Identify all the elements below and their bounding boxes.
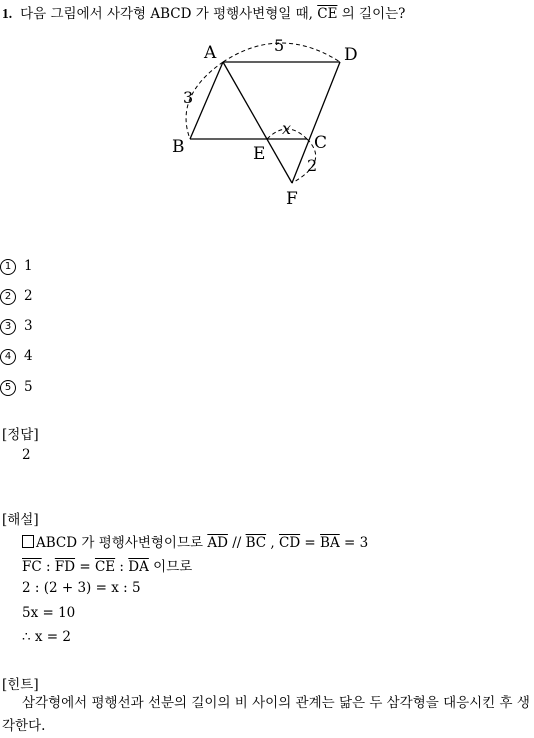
hint-heading: [힌트] <box>2 677 39 693</box>
choice-value: 1 <box>24 258 33 274</box>
explanation-line-3: 2 : (2 + 3) = x : 5 <box>22 580 141 596</box>
choice-marker: 2 <box>0 289 16 305</box>
parallelogram-figure <box>160 30 380 215</box>
label-c: C <box>314 133 328 153</box>
choice-4[interactable] <box>0 348 33 365</box>
answer-value: 2 <box>22 447 31 463</box>
explanation-line-2 <box>22 555 192 575</box>
label-d: D <box>344 45 358 65</box>
length-ad: 5 <box>274 36 285 55</box>
answer-heading: [정답] <box>2 427 39 443</box>
choice-3[interactable] <box>0 318 33 335</box>
question-stem-end: 의 길이는? <box>341 6 406 22</box>
edge-ab <box>190 62 223 139</box>
explanation-heading: [해설] <box>2 512 39 528</box>
ratio-colon: : <box>41 559 55 575</box>
choice-2[interactable] <box>0 288 33 305</box>
parallel-symbol: // <box>227 535 246 551</box>
segment-ad: $\overline{AD}$ <box>207 535 228 551</box>
choice-marker: 3 <box>0 319 16 335</box>
segment-cd: $\overline{CD}$ <box>278 535 301 551</box>
length-cf: 2 <box>307 156 318 175</box>
length-ce: x <box>282 119 292 138</box>
equals: = <box>75 559 95 575</box>
segment-ce: $\overline{CE}$ <box>317 6 338 22</box>
choice-marker: 5 <box>0 380 16 396</box>
explanation-line-1 <box>22 531 368 551</box>
choice-1[interactable] <box>0 258 33 275</box>
choice-marker: 1 <box>0 259 16 275</box>
segment-bc: $\overline{BC}$ <box>245 535 267 551</box>
choice-marker: 4 <box>0 349 16 365</box>
explanation-text: 이므로 <box>148 559 193 575</box>
choice-value: 4 <box>24 348 33 364</box>
question-number: 1. <box>2 6 13 21</box>
choice-value: 2 <box>24 288 33 304</box>
question-text <box>2 2 405 22</box>
comma: , <box>266 535 279 551</box>
label-a: A <box>204 43 217 63</box>
value-3: = 3 <box>339 535 369 551</box>
segment-ce-2: $\overline{CE}$ <box>94 559 116 575</box>
equals: = <box>300 535 321 551</box>
square-symbol <box>22 535 34 548</box>
segment-da: $\overline{DA}$ <box>128 559 149 575</box>
hint-text: 삼각형에서 평행선과 선분의 길이의 비 사이의 관계는 닮은 두 삼각형을 대응시킨 후 생각한다. <box>2 695 530 734</box>
choice-5[interactable] <box>0 379 33 396</box>
label-b: B <box>172 137 185 157</box>
choice-value: 3 <box>24 318 33 334</box>
segment-ba: $\overline{BA}$ <box>320 535 340 551</box>
label-e: E <box>253 144 266 164</box>
question-stem: 다음 그림에서 사각형 ABCD 가 평행사변형일 때, <box>20 6 313 22</box>
segment-fd: $\overline{FD}$ <box>54 559 76 575</box>
explanation-line-5: ∴ x = 2 <box>22 629 71 645</box>
label-f: F <box>286 189 298 209</box>
segment-fc: $\overline{FC}$ <box>22 559 42 575</box>
ratio-colon: : <box>115 559 129 575</box>
explanation-text: ABCD 가 평행사변형이므로 <box>36 535 204 551</box>
explanation-line-4: 5x = 10 <box>22 605 76 621</box>
choice-value: 5 <box>24 379 33 395</box>
length-ab: 3 <box>183 88 194 107</box>
